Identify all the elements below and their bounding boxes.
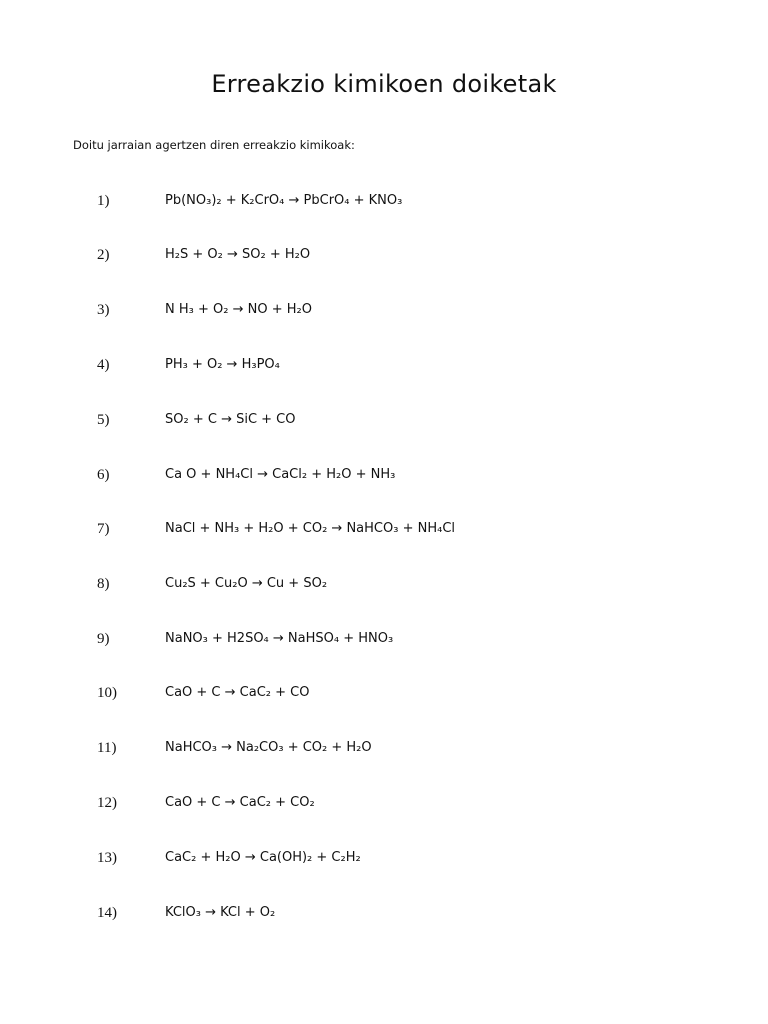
- exercise-equation: CaO + C → CaC₂ + CO₂: [165, 795, 315, 810]
- exercise-item: [0, 412, 768, 436]
- exercise-number: 3): [97, 302, 110, 318]
- exercise-equation: SO₂ + C → SiC + CO: [165, 412, 296, 427]
- exercise-item: [0, 247, 768, 271]
- exercise-number: 14): [97, 905, 117, 921]
- exercise-item: [0, 850, 768, 874]
- exercise-number: 4): [97, 357, 110, 373]
- exercise-equation: N H₃ + O₂ → NO + H₂O: [165, 302, 312, 317]
- exercise-number: 12): [97, 795, 117, 811]
- exercise-item: [0, 193, 768, 217]
- exercise-item: [0, 302, 768, 326]
- instruction-text: Doitu jarraian agertzen diren erreakzio kimikoak:: [73, 138, 355, 152]
- exercise-equation: CaO + C → CaC₂ + CO: [165, 685, 310, 700]
- exercise-number: 1): [97, 193, 110, 209]
- exercise-number: 7): [97, 521, 110, 537]
- exercise-number: 13): [97, 850, 117, 866]
- exercise-item: [0, 467, 768, 491]
- exercise-number: 9): [97, 631, 110, 647]
- exercise-item: [0, 685, 768, 709]
- exercise-number: 5): [97, 412, 110, 428]
- exercise-number: 10): [97, 685, 117, 701]
- exercise-equation: NaCl + NH₃ + H₂O + CO₂ → NaHCO₃ + NH₄Cl: [165, 521, 456, 536]
- exercise-equation: H₂S + O₂ → SO₂ + H₂O: [165, 247, 311, 262]
- exercise-equation: CaC₂ + H₂O → Ca(OH)₂ + C₂H₂: [165, 850, 361, 865]
- exercise-equation: KClO₃ → KCl + O₂: [165, 905, 276, 920]
- page-title: Erreakzio kimikoen doiketak: [211, 70, 557, 98]
- exercise-equation: Pb(NO₃)₂ + K₂CrO₄ → PbCrO₄ + KNO₃: [165, 193, 403, 208]
- exercise-item: [0, 631, 768, 655]
- exercise-item: [0, 740, 768, 764]
- exercise-equation: Ca O + NH₄Cl → CaCl₂ + H₂O + NH₃: [165, 467, 396, 482]
- exercise-number: 11): [97, 740, 117, 756]
- exercise-equation: NaHCO₃ → Na₂CO₃ + CO₂ + H₂O: [165, 740, 372, 755]
- exercise-number: 8): [97, 576, 110, 592]
- exercise-item: [0, 905, 768, 929]
- exercise-item: [0, 576, 768, 600]
- exercise-item: [0, 357, 768, 381]
- exercise-equation: NaNO₃ + H2SO₄ → NaHSO₄ + HNO₃: [165, 631, 394, 646]
- exercise-equation: PH₃ + O₂ → H₃PO₄: [165, 357, 280, 372]
- exercise-number: 6): [97, 467, 110, 483]
- exercise-item: [0, 795, 768, 819]
- exercise-equation: Cu₂S + Cu₂O → Cu + SO₂: [165, 576, 328, 591]
- exercise-number: 2): [97, 247, 110, 263]
- exercise-item: [0, 521, 768, 545]
